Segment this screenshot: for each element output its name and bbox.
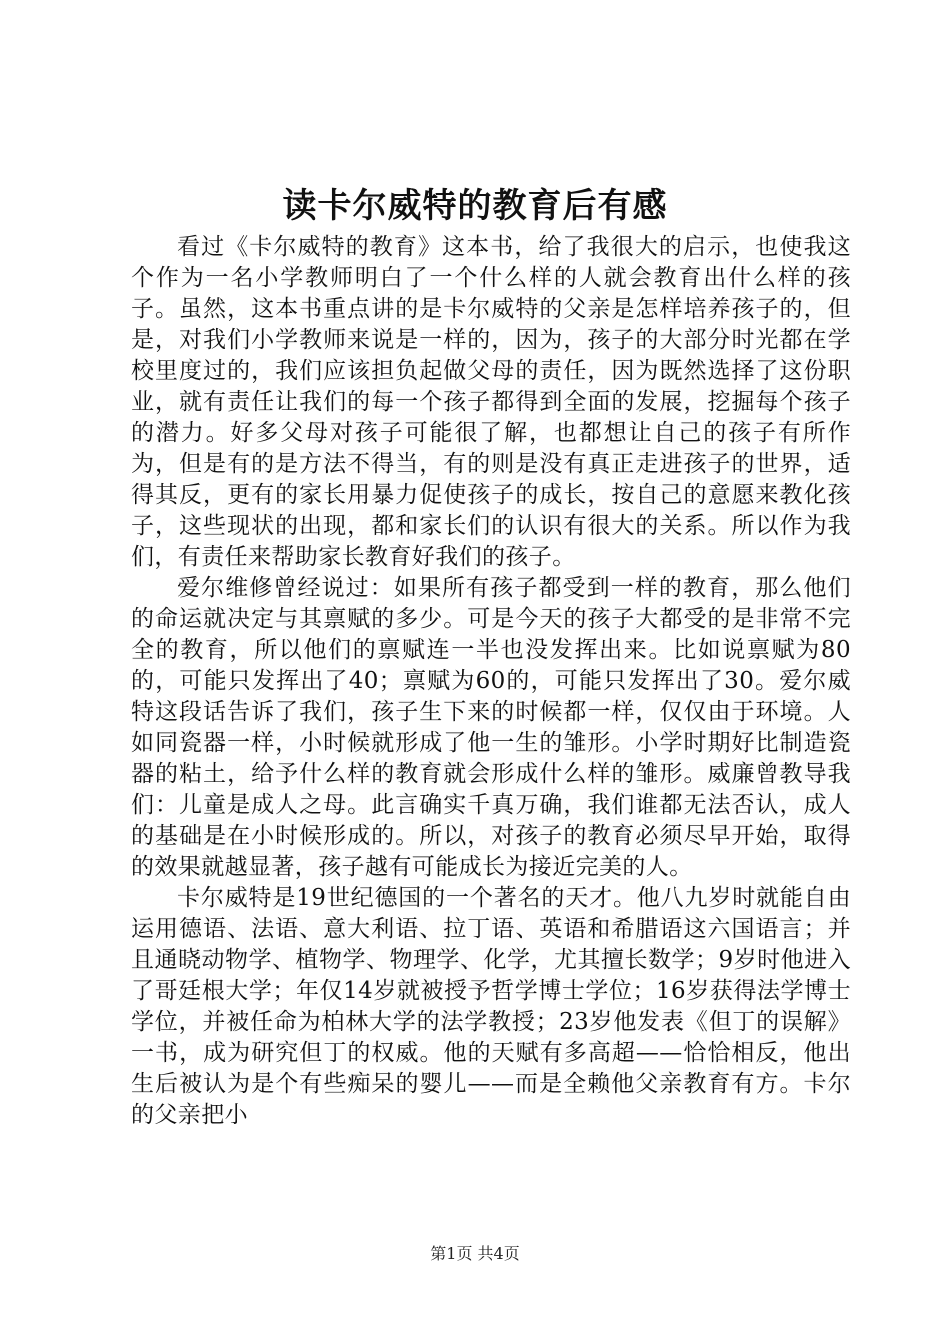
- document-body: [131, 232, 851, 1131]
- paragraph: 看过《卡尔威特的教育》这本书，给了我很大的启示，也使我这个作为一名小学教师明白了一个什么样的人就会教育出什么样的孩子。虽然，这本书重点讲的是卡尔威特的父亲是怎样培养孩子的，但是，对我们小学教师来说是一样的，因为，孩子的大部分时光都在学校里度过的，我们应该担负起做父母的责任，因为既然选择了这份职业，就有责任让我们的每一个孩子都得到全面的发展，挖掘每个孩子的潜力。好多父母对孩子可能很了解，也都想让自己的孩子有所作为，但是有的是方法不得当，有的则是没有真正走进孩子的世界，适得其反，更有的家长用暴力促使孩子的成长，按自己的意愿来教化孩子，这些现状的出现，都和家长们的认识有很大的关系。所以作为我们，有责任来帮助家长教育好我们的孩子。: [131, 234, 851, 570]
- paragraph: 卡尔威特是19世纪德国的一个著名的天才。他八九岁时就能自由运用德语、法语、意大利语、拉丁语、英语和希腊语这六国语言；并且通晓动物学、植物学、物理学、化学，尤其擅长数学；9岁时他进入了哥廷根大学；年仅14岁就被授予哲学博士学位；16岁获得法学博士学位，并被任命为柏林大学的法学教授；23岁他发表《但丁的误解》一书，成为研究但丁的权威。他的天赋有多高超——恰恰相反，他出生后被认为是个有些痴呆的婴儿——而是全赖他父亲教育有方。卡尔的父亲把小: [131, 885, 851, 1128]
- paragraph: 爱尔维修曾经说过：如果所有孩子都受到一样的教育，那么他们的命运就决定与其禀赋的多少。可是今天的孩子大都受的是非常不完全的教育，所以他们的禀赋连一半也没发挥出来。比如说禀赋为80的，可能只发挥出了40；禀赋为60的，可能只发挥出了30。爱尔威特这段话告诉了我们，孩子生下来的时候都一样，仅仅由于环境。人如同瓷器一样，小时候就形成了他一生的雏形。小学时期好比制造瓷器的粘土，给予什么样的教育就会形成什么样的雏形。威廉曾教导我们：儿童是成人之母。此言确实千真万确，我们谁都无法否认，成人的基础是在小时候形成的。所以，对孩子的教育必须尽早开始，取得的效果就越显著，孩子越有可能成长为接近完美的人。: [131, 575, 851, 880]
- page-number-footer: 第1页 共4页: [430, 1244, 520, 1263]
- document-title: 读卡尔威特的教育后有感: [282, 186, 668, 226]
